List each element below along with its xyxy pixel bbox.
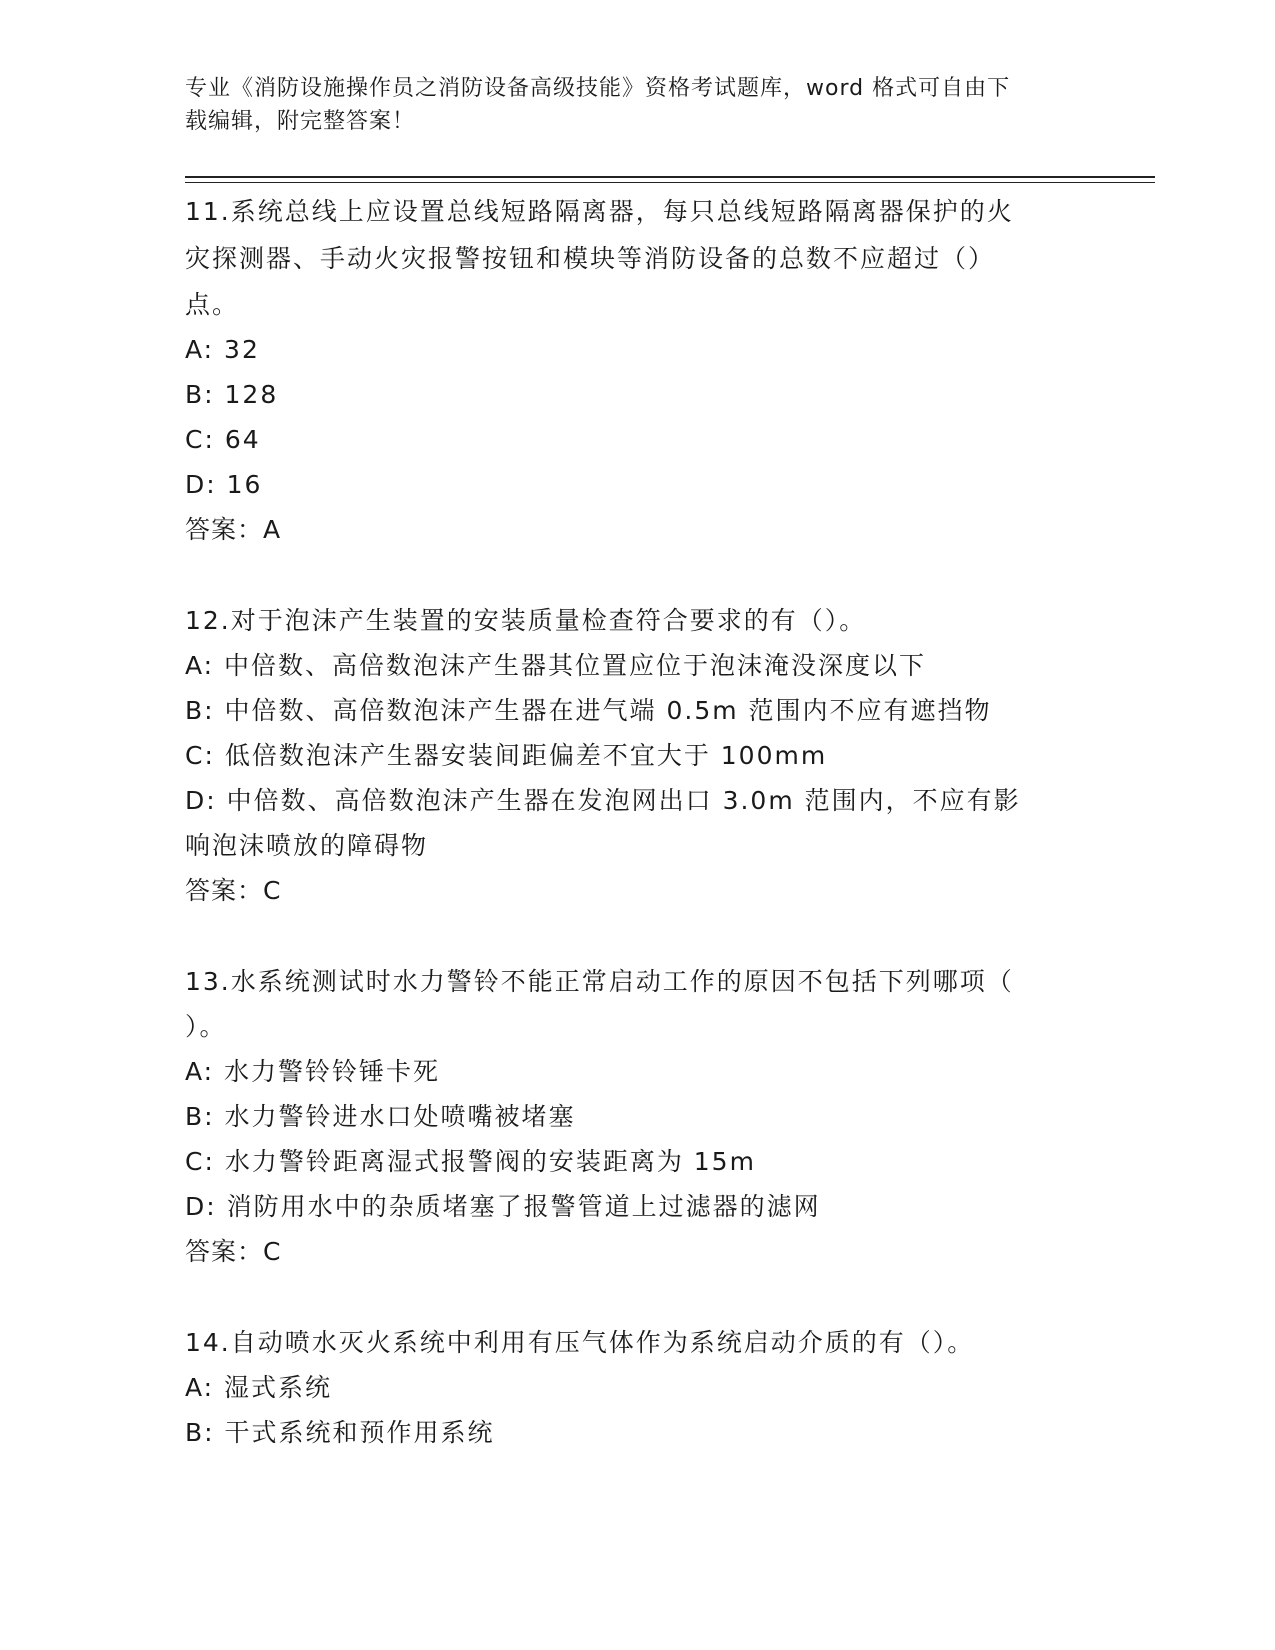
document-header xyxy=(185,72,1055,138)
option-b: B: 中倍数、高倍数泡沫产生器在进气端 0.5m 范围内不应有遮挡物 xyxy=(185,696,992,725)
question-stem-line: ）。 xyxy=(185,1012,227,1041)
question-12 xyxy=(185,598,1085,913)
question-14 xyxy=(185,1320,1085,1455)
question-spacer xyxy=(185,552,1085,598)
option-d: D: 16 xyxy=(185,470,263,499)
question-spacer xyxy=(185,1274,1085,1320)
option-b: B: 128 xyxy=(185,380,279,409)
answer-line: 答案：A xyxy=(185,515,282,544)
answer-line: 答案：C xyxy=(185,1237,282,1266)
option-c: C: 64 xyxy=(185,425,261,454)
question-stem-line: 14.自动喷水灭火系统中利用有压气体作为系统启动介质的有（）。 xyxy=(185,1328,975,1357)
answer-line: 答案：C xyxy=(185,876,282,905)
option-c: C: 低倍数泡沫产生器安装间距偏差不宜大于 100mm xyxy=(185,741,828,770)
question-list xyxy=(185,188,1085,1455)
option-a: A: 水力警铃铃锤卡死 xyxy=(185,1057,441,1086)
option-c: C: 水力警铃距离湿式报警阀的安装距离为 15m xyxy=(185,1147,756,1176)
question-stem-line: 点。 xyxy=(185,290,240,319)
question-11 xyxy=(185,188,1085,552)
question-stem-line: 12.对于泡沫产生装置的安装质量检查符合要求的有（）。 xyxy=(185,606,867,635)
question-13 xyxy=(185,959,1085,1274)
option-a: A: 32 xyxy=(185,335,260,364)
option-d: D: 中倍数、高倍数泡沫产生器在发泡网出口 3.0m 范围内，不应有影 xyxy=(185,786,1021,815)
header-divider-thin xyxy=(185,182,1155,183)
option-d: D: 消防用水中的杂质堵塞了报警管道上过滤器的滤网 xyxy=(185,1192,821,1221)
question-stem-line: 13.水系统测试时水力警铃不能正常启动工作的原因不包括下列哪项（ xyxy=(185,967,1014,996)
question-spacer xyxy=(185,913,1085,959)
option-b: B: 水力警铃进水口处喷嘴被堵塞 xyxy=(185,1102,576,1131)
header-divider-thick xyxy=(185,176,1155,178)
option-a: A: 湿式系统 xyxy=(185,1373,333,1402)
option-a: A: 中倍数、高倍数泡沫产生器其位置应位于泡沫淹没深度以下 xyxy=(185,651,927,680)
question-stem-line: 灾探测器、手动火灾报警按钮和模块等消防设备的总数不应超过（） xyxy=(185,244,996,273)
question-stem-line: 11.系统总线上应设置总线短路隔离器，每只总线短路隔离器保护的火 xyxy=(185,197,1014,226)
header-line-2: 载编辑，附完整答案！ xyxy=(185,109,416,134)
option-d-continued: 响泡沫喷放的障碍物 xyxy=(185,831,429,860)
option-b: B: 干式系统和预作用系统 xyxy=(185,1418,495,1447)
header-line-1: 专业《消防设施操作员之消防设备高级技能》资格考试题库，word 格式可自由下 xyxy=(185,76,1011,101)
